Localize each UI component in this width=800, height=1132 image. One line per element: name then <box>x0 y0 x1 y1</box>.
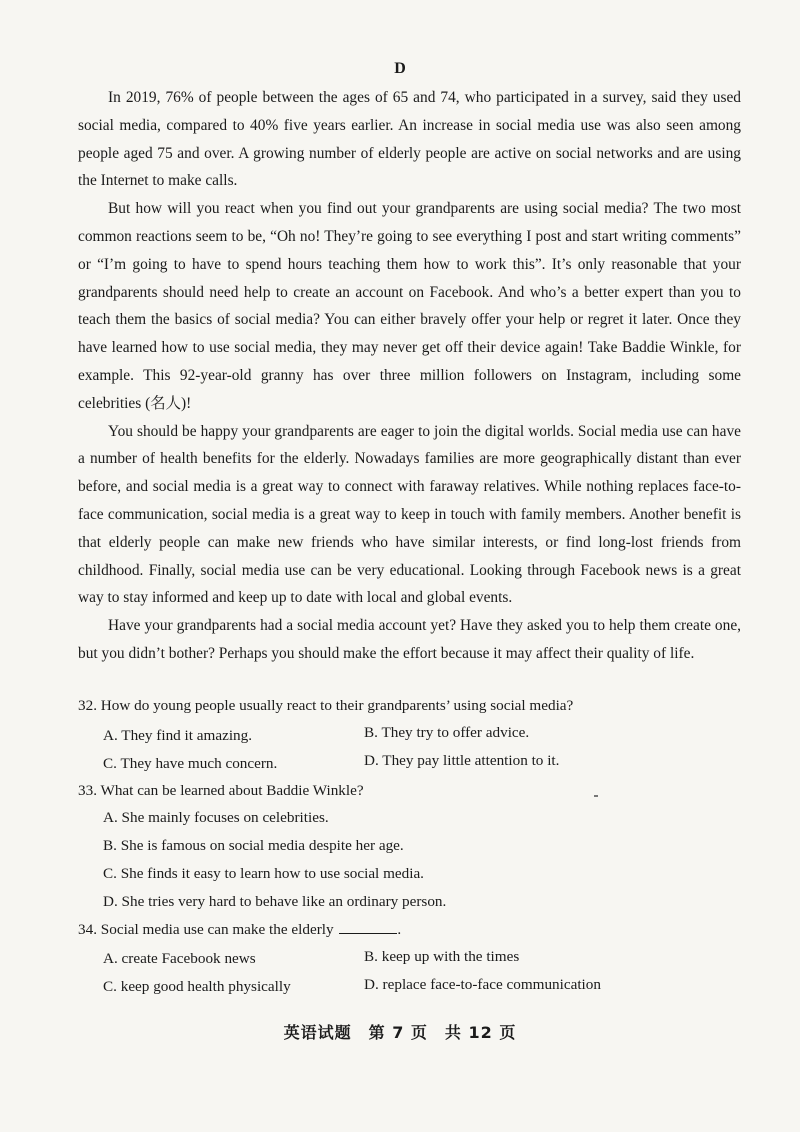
question-33-option-c: C. She finds it easy to learn how to use social media. <box>103 865 424 882</box>
question-33-option-a: A. She mainly focuses on celebrities. <box>103 809 329 826</box>
question-33-option-b: B. She is famous on social media despite her age. <box>103 837 404 854</box>
question-34-stem-end: . <box>397 921 402 938</box>
question-33-option-d: D. She tries very hard to behave like an ordinary person. <box>103 893 447 910</box>
section-title: D <box>394 60 406 77</box>
question-32-option-b: B. They try to offer advice. <box>364 724 530 741</box>
question-34-stem <box>78 920 401 940</box>
question-34-option-b: B. keep up with the times <box>364 948 520 965</box>
question-32-option-d: D. They pay little attention to it. <box>364 752 560 769</box>
passage-paragraph: In 2019, 76% of people between the ages of 65 and 74, who participated in a survey, said they used social media, compared to 40% five years earlier. An increase in social media use was also seen among people aged 75 and over. A growing number of elderly people are active on social networks and are using the Internet to make calls. <box>78 89 741 190</box>
passage-paragraph: But how will you react when you find out your grandparents are using social media? The two most common reactions seem to be, “Oh no! They’re going to see everything I post and start writing comments” or “I’m going to have to spend hours teaching them how to work this”. It’s only reasonable that your grandparents should need help to create an account on Facebook. And who’s a better expert than you to teach them the basics of social media? You can either bravely offer your help or regret it later. Once they have learned how to use social media, they may never get off their device again! Take Baddie Winkle, for example. This 92-year-old granny has over three million followers on Instagram, including some celebrities (名人)! <box>78 200 741 412</box>
question-32-stem: 32. How do young people usually react to their grandparents’ using social media? <box>78 697 574 714</box>
passage-paragraph: Have your grandparents had a social media account yet? Have they asked you to help them create one, but you didn’t bother? Perhaps you should make the effort because it may affect their quality of life. <box>78 617 741 662</box>
reading-passage <box>78 84 741 668</box>
page-footer: 英语试题 第 7 页 共 12 页 <box>283 1023 517 1042</box>
passage-paragraph: You should be happy your grandparents are eager to join the digital worlds. Social media use can have a number of health benefits for the elderly. Nowadays families are more geographically distant than ever before, and social media is a great way to connect with faraway relatives. While nothing replaces face-to-face communication, social media is a great way to keep in touch with family members. Another benefit is that elderly people can make new friends who have similar interests, or find long-lost friends from childhood. Finally, social media use can be very educational. Looking through Facebook news is a great way to stay informed and keep up to date with local and global events. <box>78 422 741 607</box>
scan-speck <box>594 795 598 797</box>
question-34-stem-text: 34. Social media use can make the elderly <box>78 921 334 938</box>
question-32-option-a: A. They find it amazing. <box>103 727 253 744</box>
question-34-option-c: C. keep good health physically <box>103 978 291 995</box>
question-33-stem: 33. What can be learned about Baddie Winkle? <box>78 782 364 799</box>
answer-blank <box>339 932 397 934</box>
question-34-option-a: A. create Facebook news <box>103 950 256 967</box>
question-34-option-d: D. replace face-to-face communication <box>364 976 601 993</box>
question-32-option-c: C. They have much concern. <box>103 755 278 772</box>
